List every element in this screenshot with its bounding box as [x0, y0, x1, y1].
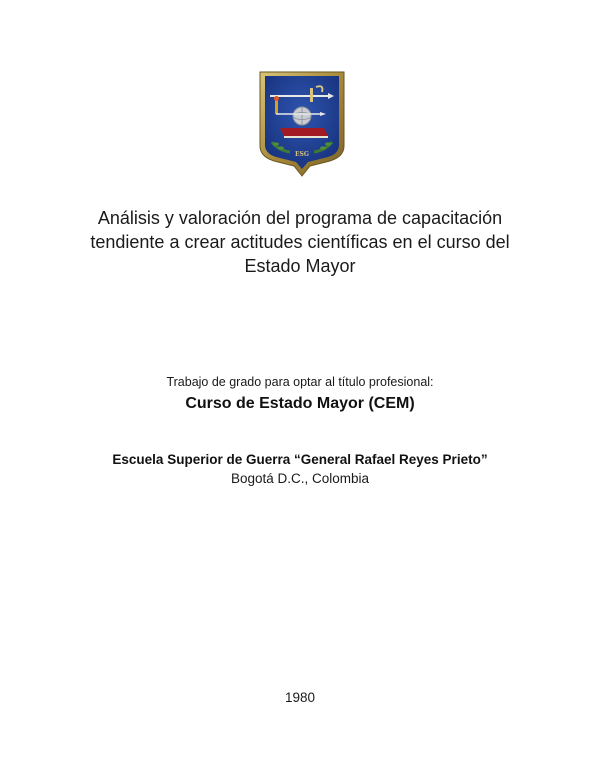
military-school-crest-icon: [254, 70, 350, 178]
degree-purpose-text: Trabajo de grado para optar al título profesional:: [166, 375, 434, 389]
degree-name: Curso de Estado Mayor (CEM): [185, 395, 415, 412]
institution-name: Escuela Superior de Guerra “General Rafael Reyes Prieto”: [112, 452, 488, 467]
svg-text:ESG: ESG: [294, 151, 310, 158]
title-line: Análisis y valoración del programa de capacitación: [97, 208, 503, 228]
document-title: [50, 206, 550, 278]
title-line: tendiente a crear actitudes científicas en el curso del: [90, 232, 510, 252]
institution-location: Bogotá D.C., Colombia: [230, 471, 370, 486]
title-line: Estado Mayor: [244, 256, 356, 276]
publication-year: 1980: [284, 690, 316, 705]
